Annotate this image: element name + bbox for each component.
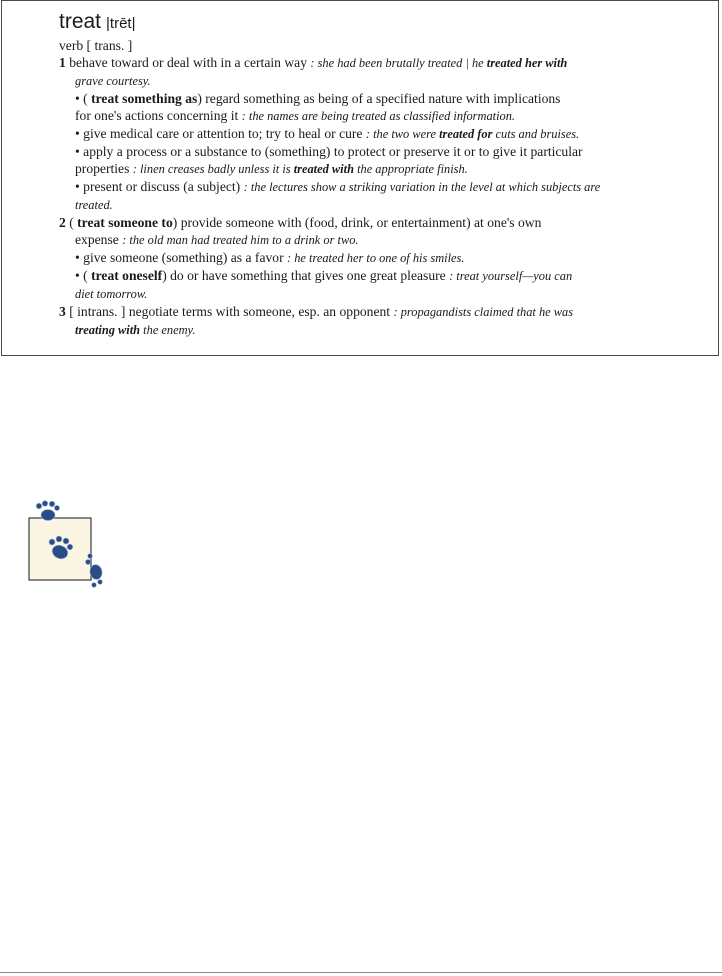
sense-2-cont — [59, 231, 659, 249]
example-phrase: treated for — [439, 127, 493, 141]
example: : the lectures show a striking variation in the level at which subjects are — [243, 180, 601, 194]
part-of-speech: verb [ trans. ] — [59, 38, 133, 53]
sense-1-cont — [59, 72, 659, 90]
dictionary-entry-box — [1, 0, 719, 356]
subsense-1d-cont — [59, 196, 659, 214]
example-phrase: treated with — [293, 162, 354, 176]
pronunciation: |trēt| — [106, 15, 136, 32]
subsense-2a — [59, 249, 659, 267]
definition: • present or discuss (a subject) — [75, 179, 244, 194]
subsense-2b-cont — [59, 285, 659, 303]
subsense-1d — [59, 178, 659, 196]
definition: ) provide someone with (food, drink, or entertainment) at one's own — [172, 215, 542, 230]
sense-2 — [59, 214, 659, 231]
example: grave courtesy. — [75, 74, 151, 88]
definition: properties — [75, 161, 133, 176]
example: : treat yourself—you can — [449, 269, 573, 283]
headword: treat — [59, 10, 102, 33]
sense-3-cont — [59, 321, 659, 339]
subsense-2b — [59, 267, 659, 285]
definition: expense — [75, 232, 123, 247]
definition: behave toward or deal with in a certain way — [65, 55, 311, 70]
subsense-1c — [59, 143, 659, 160]
example: cuts and bruises. — [492, 127, 580, 141]
definition: ) do or have something that gives one great pleasure — [162, 268, 450, 283]
headword-line — [59, 9, 659, 37]
phrase: treat something as — [91, 91, 198, 106]
sense-number: 1 — [59, 55, 66, 70]
definition: for one's actions concerning it — [75, 108, 242, 123]
example: diet tomorrow. — [75, 287, 148, 301]
example: : the old man had treated him to a drink or two. — [122, 233, 359, 247]
definition: • apply a process or a substance to (something) to protect or preserve it or to give it particular — [75, 144, 583, 159]
paren: ( — [65, 215, 78, 230]
sense-3 — [59, 303, 659, 321]
sense-1 — [59, 54, 659, 72]
example: the appropriate finish. — [353, 162, 468, 176]
sense-number: 3 — [59, 304, 66, 319]
definition: [ intrans. ] negotiate terms with someone, esp. an opponent — [65, 304, 394, 319]
example: : the names are being treated as classified information. — [241, 109, 516, 123]
phrase: treat oneself — [91, 268, 163, 283]
example-phrase: treating with — [75, 323, 141, 337]
example: : she had been brutally treated | he — [310, 56, 487, 70]
definition: • give medical care or attention to; try to heal or cure — [75, 126, 366, 141]
subsense-1a-cont — [59, 107, 659, 125]
example: : the two were — [365, 127, 440, 141]
example: the enemy. — [140, 323, 196, 337]
definition: • give someone (something) as a favor — [75, 250, 288, 265]
subsense-1c-cont — [59, 160, 659, 178]
subsense-1a — [59, 90, 659, 107]
page-bottom-rule — [0, 972, 722, 973]
subsense-1b — [59, 125, 659, 143]
phrase: treat someone to — [77, 215, 173, 230]
example-phrase: treated her with — [486, 56, 568, 70]
sense-number: 2 — [59, 215, 66, 230]
bullet: • ( — [75, 91, 92, 106]
dictionary-entry — [59, 9, 659, 339]
example: : he treated her to one of his smiles. — [287, 251, 465, 265]
paw-print-tip-icon — [28, 500, 108, 590]
example: : linen creases badly unless it is — [132, 162, 294, 176]
example: : propagandists claimed that he was — [393, 305, 574, 319]
example: treated. — [75, 198, 113, 212]
definition: ) regard something as being of a specified nature with implications — [197, 91, 561, 106]
bullet: • ( — [75, 268, 92, 283]
